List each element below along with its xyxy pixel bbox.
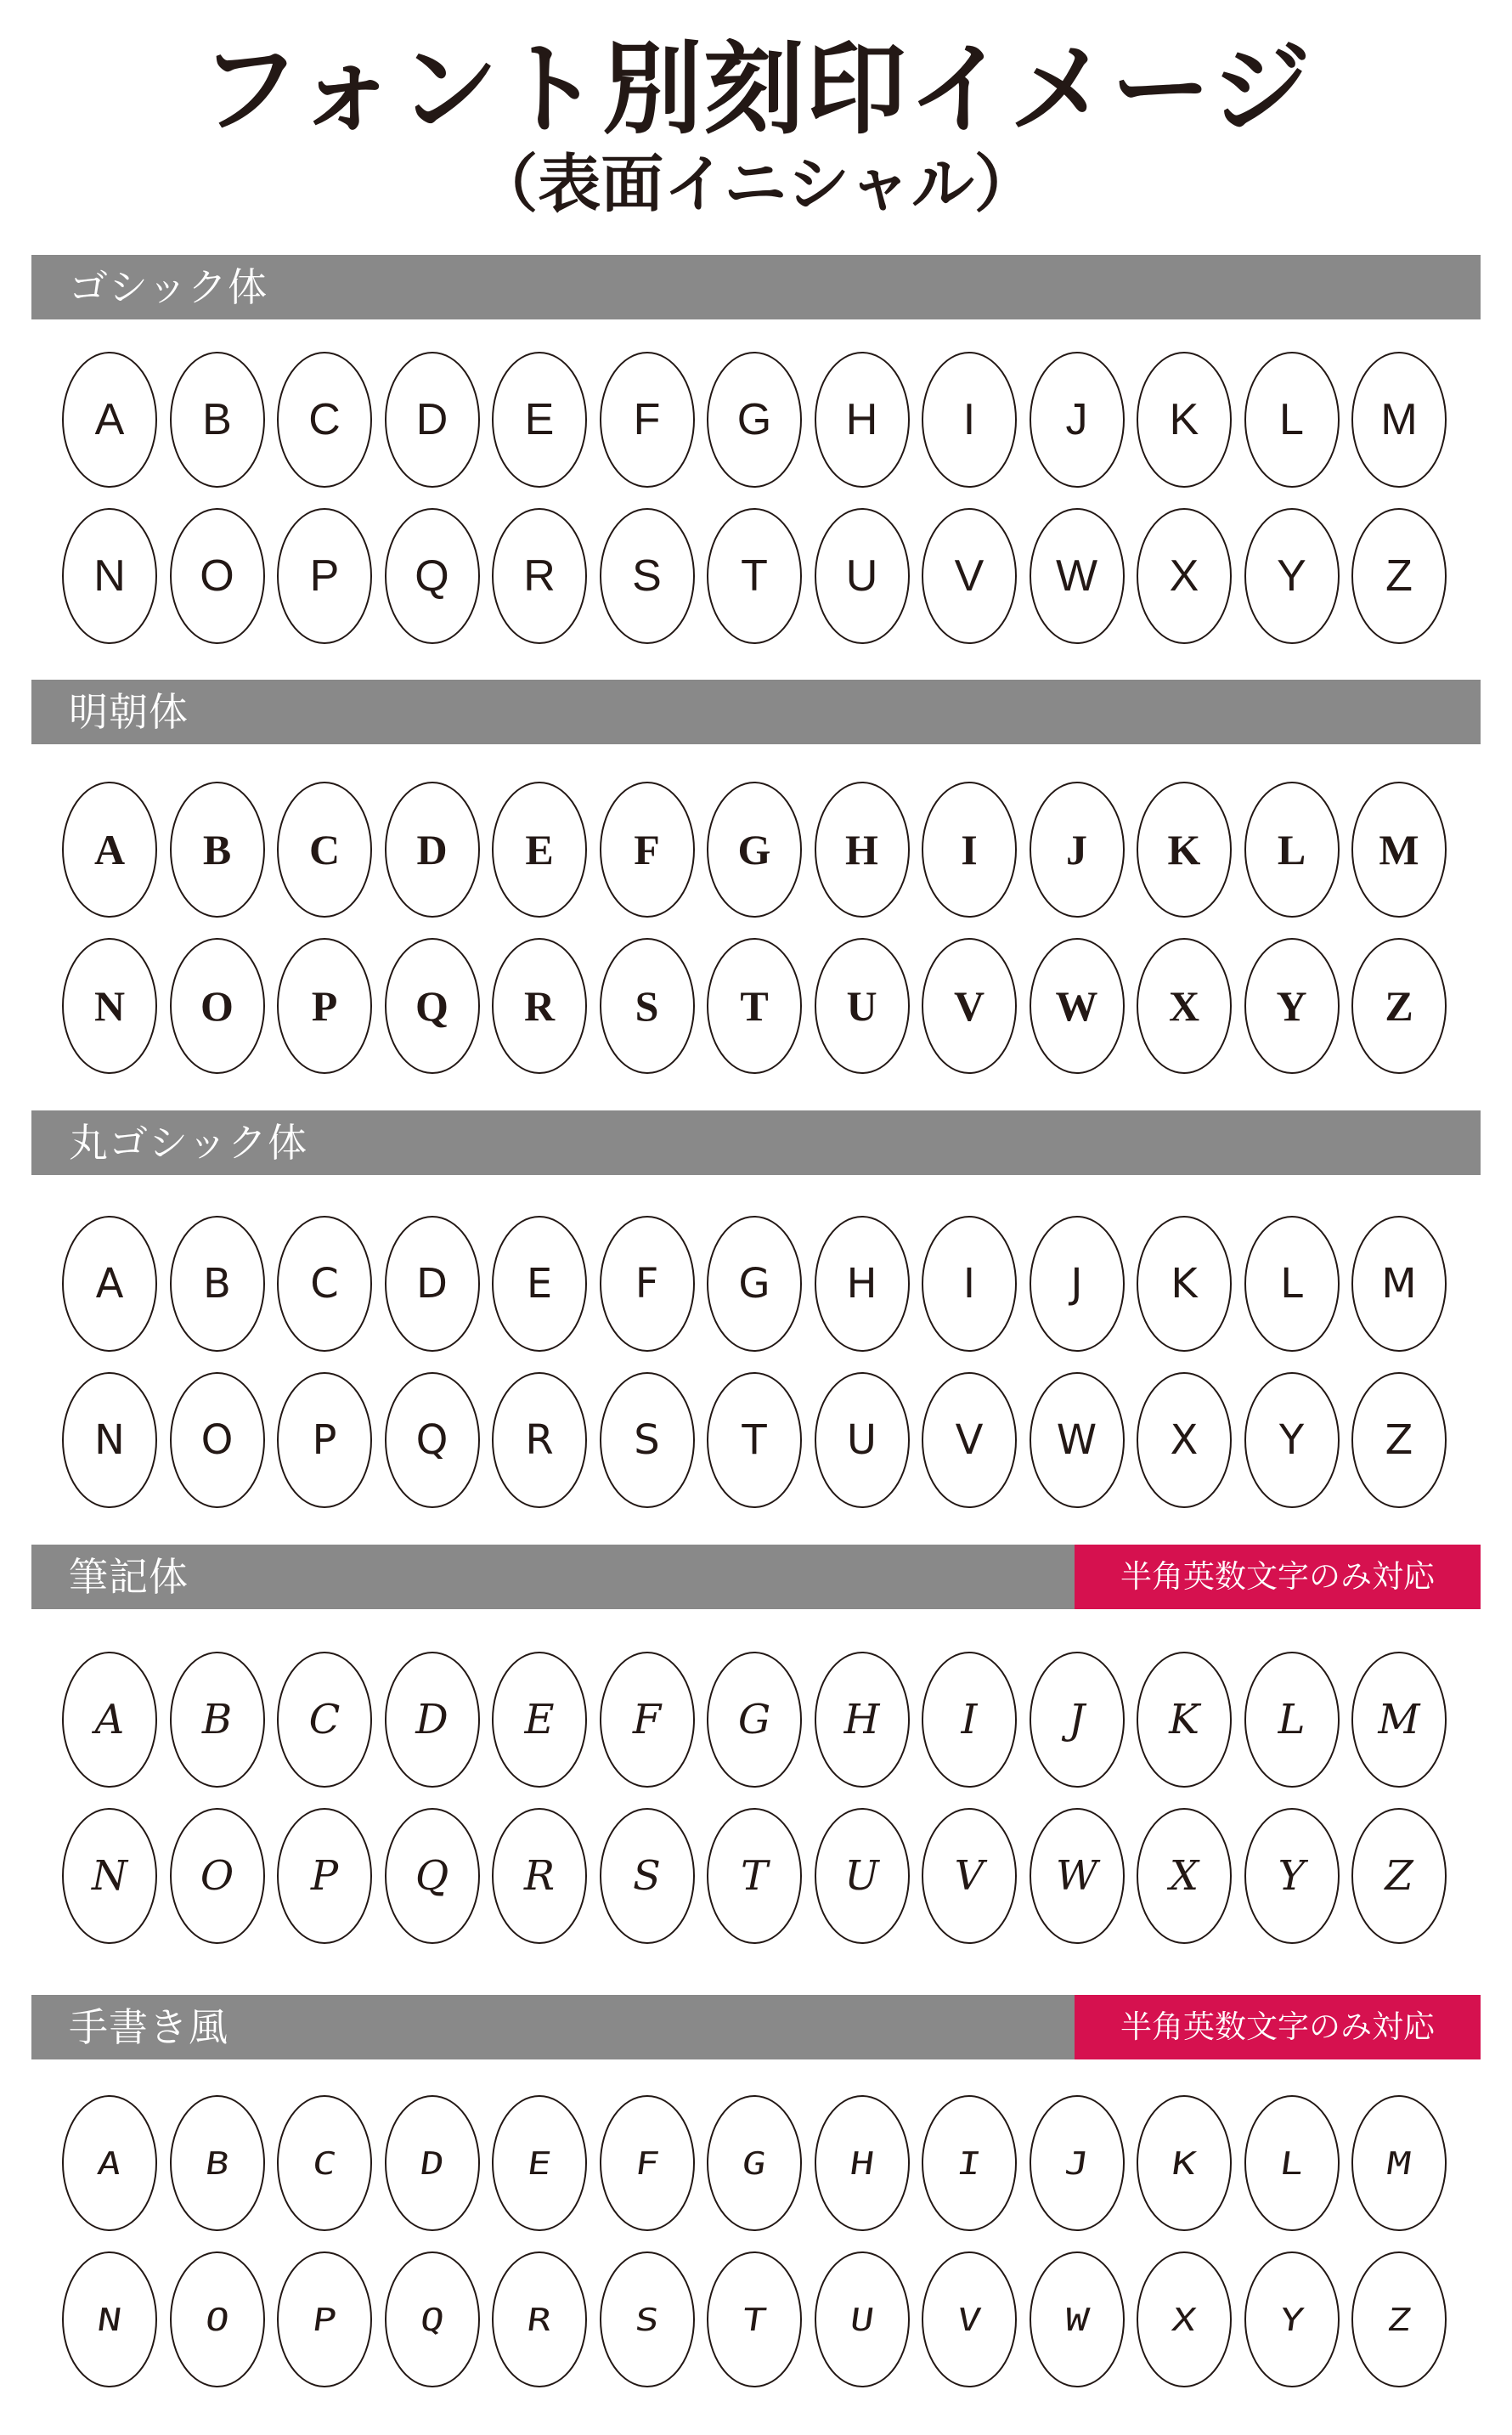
letter-oval [707,2251,802,2387]
letter-oval [600,2251,695,2387]
letter-glyph: D [416,1260,448,1308]
letter-oval [492,782,587,918]
letter-oval [1030,1216,1125,1352]
letter-oval [1137,782,1232,918]
letter-glyph: W [1062,2301,1092,2338]
letter-glyph: Z [1385,982,1413,1030]
letter-glyph: V [955,1416,984,1464]
halfwidth-only-badge: 半角英数文字のみ対応 [1075,1545,1481,1609]
letter-glyph: Z [1385,1416,1413,1464]
letter-oval [707,1808,802,1944]
letter-oval [170,782,265,918]
letter-oval [707,782,802,918]
letter-oval [492,352,587,488]
letter-glyph: P [310,2301,339,2338]
letter-glyph: U [847,2301,877,2338]
letter-glyph: U [845,551,878,601]
letter-glyph: L [1279,395,1304,444]
letter-oval [1351,1216,1447,1352]
letter-oval [62,1808,157,1944]
letter-glyph: Z [1385,1852,1413,1900]
letter-oval [707,1216,802,1352]
letter-glyph: Y [1278,1852,1306,1900]
letter-glyph: F [632,1696,662,1743]
letter-glyph: J [1068,1696,1086,1743]
letter-oval [62,2095,157,2231]
letter-glyph: R [525,1416,554,1464]
letter-glyph: K [1169,1696,1199,1743]
letter-oval [170,1808,265,1944]
letter-oval [1030,352,1125,488]
letter-oval [62,782,157,918]
letter-glyph: L [1277,2144,1306,2182]
letter-glyph: F [633,395,661,444]
letter-oval [600,508,695,644]
letter-oval [1030,782,1125,918]
letter-glyph: I [955,2144,984,2182]
letter-glyph: Y [1277,551,1306,601]
letter-oval [1137,2095,1232,2231]
letter-glyph: T [740,982,769,1030]
letter-glyph: Y [1277,2301,1306,2338]
letter-oval [277,2095,372,2231]
letter-glyph: N [95,2301,124,2338]
letter-oval [1030,1372,1125,1508]
letter-oval [492,1372,587,1508]
letter-glyph: J [1070,1260,1083,1308]
letter-glyph: Z [1385,551,1413,601]
letter-oval [385,1652,480,1788]
letter-oval [277,508,372,644]
letter-oval [815,782,910,918]
letter-glyph: W [1055,1852,1098,1900]
letter-glyph: H [846,1260,877,1308]
letter-glyph: A [95,1260,124,1308]
letter-glyph: V [953,982,985,1030]
section-label: ゴシック体 [69,264,268,310]
letter-glyph: F [635,1260,659,1308]
letter-oval [1351,2095,1447,2231]
letter-glyph: U [844,1852,879,1900]
letter-glyph: I [962,395,976,444]
letter-oval [492,1652,587,1788]
letter-oval [277,938,372,1074]
letter-oval [1244,1216,1340,1352]
letter-oval [277,352,372,488]
letter-glyph: Q [415,551,449,601]
letter-glyph: B [201,1696,233,1743]
letter-oval [1351,508,1447,644]
letter-glyph: P [310,1852,339,1900]
page-title: フォント別刻印イメージ [199,31,1313,148]
letter-oval [277,2251,372,2387]
letter-oval [600,782,695,918]
letter-oval [62,1372,157,1508]
letter-oval [922,938,1017,1074]
letter-glyph: M [1381,1260,1417,1308]
letter-glyph: O [200,982,234,1030]
letter-oval [707,938,802,1074]
letter-glyph: V [955,2301,984,2338]
letter-oval [1137,1808,1232,1944]
letter-oval [707,352,802,488]
letter-oval [1351,1372,1447,1508]
letter-glyph: N [93,982,126,1030]
letter-oval [492,1808,587,1944]
letter-oval [385,1808,480,1944]
letter-oval [815,1216,910,1352]
letter-glyph: C [310,1260,339,1308]
letter-glyph: D [415,395,449,444]
letter-glyph: Q [417,2301,447,2338]
letter-glyph: J [1066,826,1087,873]
letter-glyph: X [1170,1416,1199,1464]
letter-glyph: S [632,551,662,601]
letter-oval [815,2095,910,2231]
letter-glyph: A [93,826,126,873]
letter-glyph: Y [1276,982,1307,1030]
letter-oval [1137,1216,1232,1352]
letter-oval [277,1808,372,1944]
letter-oval [815,352,910,488]
letter-oval [1030,2251,1125,2387]
letter-glyph: V [954,1852,984,1900]
letter-glyph: E [525,826,554,873]
letter-oval [1137,2251,1232,2387]
section-header-bar [31,1545,1481,1609]
letter-glyph: D [417,2144,447,2182]
letter-glyph: O [202,2301,232,2338]
letter-oval [385,352,480,488]
letter-oval [1030,938,1125,1074]
letter-oval [707,1372,802,1508]
letter-glyph: M [1379,826,1419,873]
letter-oval [815,1808,910,1944]
letter-oval [922,1372,1017,1508]
letter-glyph: Q [415,982,449,1030]
letter-oval [600,352,695,488]
letter-glyph: B [202,2144,232,2182]
letter-glyph: K [1170,2144,1199,2182]
letter-glyph: H [843,1696,880,1743]
letter-oval [385,508,480,644]
letter-oval [1244,782,1340,918]
letter-oval [277,1372,372,1508]
letter-glyph: R [525,2301,554,2338]
letter-glyph: A [94,1696,125,1743]
letter-oval [62,938,157,1074]
letter-glyph: X [1169,1852,1199,1900]
letter-glyph: H [845,826,878,873]
letter-oval [815,1652,910,1788]
letter-glyph: J [1062,2144,1092,2182]
letter-oval [1351,2251,1447,2387]
letter-glyph: L [1278,1696,1306,1743]
letter-oval [170,1652,265,1788]
letter-glyph: I [961,826,978,873]
letter-oval [815,1372,910,1508]
letter-oval [600,1652,695,1788]
letter-oval [1137,1652,1232,1788]
letter-glyph: B [202,826,232,873]
letter-oval [707,2095,802,2231]
letter-oval [1351,1808,1447,1944]
letter-oval [1137,508,1232,644]
letter-glyph: C [308,826,341,873]
letter-oval [277,782,372,918]
letter-glyph: C [308,395,341,444]
letter-oval [170,2251,265,2387]
letter-glyph: W [1055,551,1098,601]
letter-glyph: T [740,1852,768,1900]
letter-oval [815,938,910,1074]
letter-oval [170,1216,265,1352]
letter-glyph: P [312,1416,337,1464]
letter-glyph: R [523,982,556,1030]
letter-glyph: G [738,1260,770,1308]
letter-glyph: O [200,1852,234,1900]
letter-glyph: G [736,395,772,444]
letter-oval [492,2251,587,2387]
halfwidth-only-badge: 半角英数文字のみ対応 [1075,1995,1481,2059]
letter-oval [922,352,1017,488]
letter-glyph: L [1280,1260,1303,1308]
letter-glyph: J [1065,395,1088,444]
letter-glyph: A [94,395,125,444]
section-label: 手書き風 [69,2004,228,2050]
letter-glyph: W [1055,982,1098,1030]
letter-glyph: R [523,1852,556,1900]
letter-glyph: S [633,1852,661,1900]
letter-oval [600,938,695,1074]
letter-oval [1351,938,1447,1074]
section-label: 明朝体 [69,689,189,735]
section-label: 筆記体 [69,1554,189,1600]
letter-oval [922,2095,1017,2231]
letter-glyph: N [93,551,126,601]
letter-glyph: E [524,395,555,444]
letter-oval [385,1372,480,1508]
letter-glyph: G [740,2144,769,2182]
letter-oval [62,1216,157,1352]
letter-oval [1244,508,1340,644]
letter-glyph: K [1167,826,1201,873]
letter-oval [1030,1652,1125,1788]
letter-oval [385,1216,480,1352]
letter-glyph: M [1380,395,1418,444]
letter-glyph: W [1056,1416,1097,1464]
letter-oval [1351,1652,1447,1788]
letter-oval [1351,352,1447,488]
letter-oval [707,1652,802,1788]
letter-glyph: T [742,1416,767,1464]
letter-oval [1137,352,1232,488]
letter-glyph: P [311,982,338,1030]
letter-glyph: Z [1385,2301,1413,2338]
letter-oval [707,508,802,644]
letter-glyph: E [526,1260,553,1308]
letter-glyph: V [954,551,984,601]
letter-glyph: U [846,982,877,1030]
letter-glyph: D [415,1696,449,1743]
letter-oval [1030,508,1125,644]
letter-glyph: S [635,982,659,1030]
letter-oval [1244,1372,1340,1508]
letter-glyph: B [202,395,232,444]
letter-oval [1030,2095,1125,2231]
section-label: 丸ゴシック体 [69,1120,308,1166]
page-subtitle: （表面イニシャル） [475,148,1037,221]
letter-glyph: H [847,2144,877,2182]
letter-glyph: E [525,2144,554,2182]
letter-glyph: T [741,551,768,601]
letter-oval [170,938,265,1074]
section-header-bar [31,680,1481,744]
letter-oval [492,938,587,1074]
letter-oval [385,938,480,1074]
letter-glyph: R [523,551,556,601]
letter-glyph: B [203,1260,231,1308]
letter-oval [1244,2251,1340,2387]
letter-oval [922,782,1017,918]
letter-oval [62,2251,157,2387]
letter-glyph: X [1170,2301,1199,2338]
letter-glyph: I [961,1696,978,1743]
letter-oval [1030,1808,1125,1944]
letter-glyph: Q [415,1416,449,1464]
letter-oval [1137,938,1232,1074]
letter-oval [600,1808,695,1944]
letter-glyph: E [524,1696,555,1743]
letter-oval [62,352,157,488]
section-header-bar [31,1995,1481,2059]
letter-glyph: K [1171,1260,1198,1308]
letter-glyph: T [740,2301,769,2338]
letter-glyph: O [200,1416,234,1464]
letter-oval [600,1372,695,1508]
letter-oval [277,1652,372,1788]
letter-glyph: M [1378,1696,1420,1743]
letter-glyph: X [1168,982,1200,1030]
letter-oval [385,2251,480,2387]
letter-glyph: X [1169,551,1199,601]
letter-oval [170,2095,265,2231]
letter-glyph: F [632,2144,662,2182]
letter-glyph: A [95,2144,124,2182]
letter-glyph: Q [415,1852,449,1900]
letter-glyph: U [846,1416,877,1464]
letter-glyph: F [634,826,660,873]
letter-glyph: M [1385,2144,1413,2182]
letter-oval [1244,938,1340,1074]
letter-oval [492,508,587,644]
letter-oval [1351,782,1447,918]
letter-glyph: C [308,1696,341,1743]
letter-glyph: D [416,826,448,873]
letter-oval [600,2095,695,2231]
letter-oval [62,1652,157,1788]
letter-glyph: P [309,551,340,601]
letter-oval [170,1372,265,1508]
letter-glyph: L [1277,826,1306,873]
letter-glyph: O [200,551,234,601]
letter-oval [1244,1808,1340,1944]
letter-glyph: Y [1278,1416,1305,1464]
letter-oval [1244,352,1340,488]
section-header-bar [31,255,1481,319]
letter-glyph: H [845,395,878,444]
letter-glyph: K [1169,395,1199,444]
letter-glyph: S [632,2301,662,2338]
letter-oval [170,352,265,488]
letter-oval [922,508,1017,644]
section-header-bar [31,1110,1481,1175]
letter-oval [922,2251,1017,2387]
letter-oval [815,2251,910,2387]
letter-glyph: G [737,826,771,873]
letter-oval [492,2095,587,2231]
letter-oval [385,2095,480,2231]
letter-oval [492,1216,587,1352]
letter-oval [922,1808,1017,1944]
letter-oval [170,508,265,644]
letter-oval [385,782,480,918]
letter-oval [277,1216,372,1352]
letter-oval [62,508,157,644]
letter-oval [922,1652,1017,1788]
letter-oval [815,508,910,644]
letter-oval [1244,2095,1340,2231]
letter-oval [1244,1652,1340,1788]
letter-oval [600,1216,695,1352]
letter-glyph: N [92,1852,127,1900]
letter-oval [1137,1372,1232,1508]
letter-glyph: N [94,1416,125,1464]
letter-glyph: I [962,1260,976,1308]
letter-glyph: S [634,1416,660,1464]
letter-glyph: C [310,2144,339,2182]
letter-oval [922,1216,1017,1352]
letter-glyph: G [737,1696,771,1743]
